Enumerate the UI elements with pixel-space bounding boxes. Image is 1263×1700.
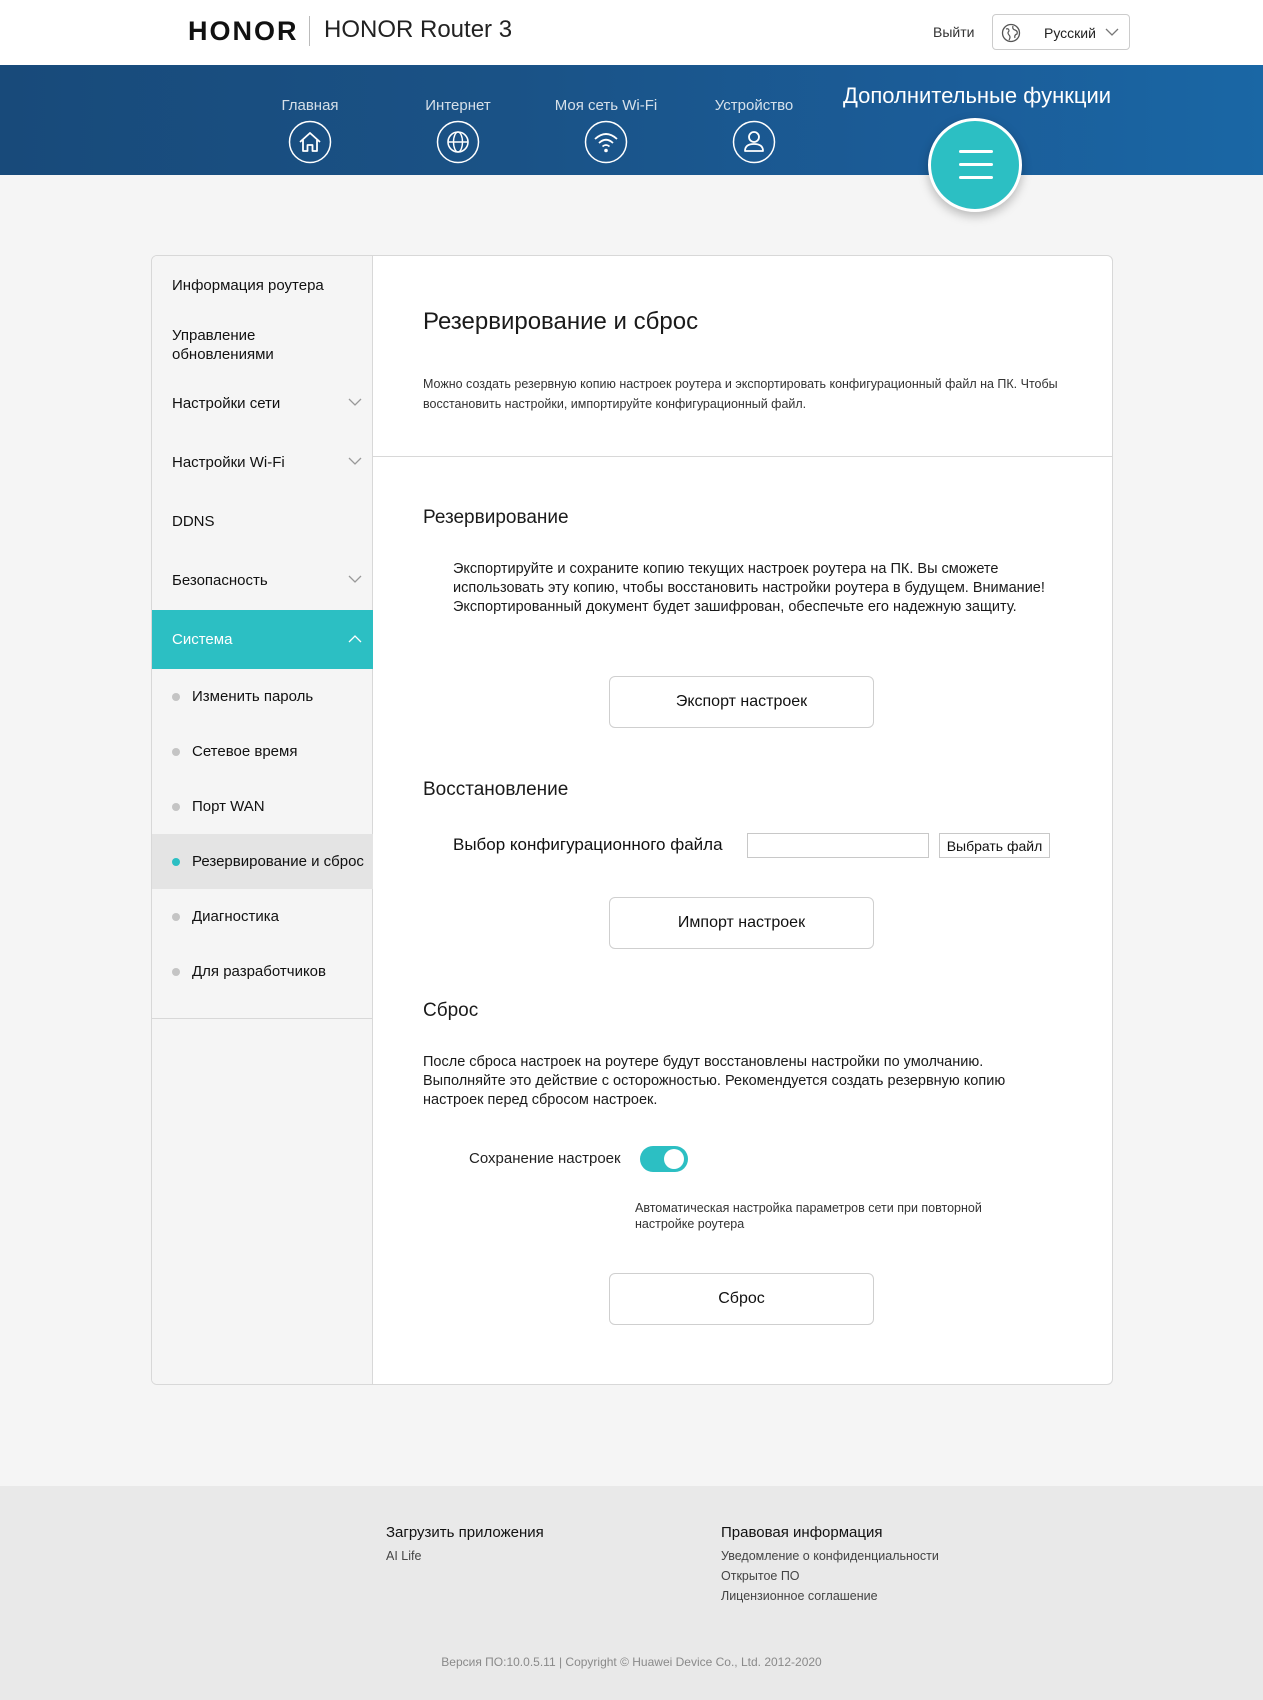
nav-home-label: Главная — [281, 97, 339, 114]
choose-file-button[interactable]: Выбрать файл — [939, 833, 1050, 858]
sidebar-item-label: DDNS — [172, 513, 215, 530]
sidebar-subitem-label: Диагностика — [192, 908, 279, 925]
section-divider — [373, 456, 1113, 457]
sidebar-item-update-management[interactable] — [152, 315, 373, 374]
backup-description: Экспортируйте и сохраните копию текущих настроек роутера на ПК. Вы сможете использовать эту копию, чтобы восстановить настройки роутера в будущем. Внимание! Экспортированный документ будет зашифрован, обеспечьте его надежную защиту. — [453, 561, 1045, 615]
chevron-down-icon — [1105, 27, 1119, 37]
page-title: Резервирование и сброс — [423, 308, 699, 335]
sidebar-subitem-network-time[interactable] — [152, 724, 373, 779]
legal-heading: Правовая информация — [721, 1524, 883, 1541]
sidebar-subitem-change-password[interactable] — [152, 669, 373, 724]
sidebar-item-label: Управление обновлениями — [172, 326, 274, 363]
footer-link-ai-life[interactable]: AI Life — [386, 1549, 422, 1563]
config-file-label: Выбор конфигурационного файла — [453, 835, 723, 854]
product-name: HONOR Router 3 — [324, 16, 513, 43]
nav-internet-label: Интернет — [425, 97, 491, 114]
import-settings-button[interactable]: Импорт настроек — [609, 897, 874, 949]
chevron-down-icon — [348, 575, 362, 584]
sidebar-item-wifi-settings[interactable] — [152, 433, 373, 492]
menu-bar — [959, 176, 993, 179]
bullet-dot — [172, 803, 180, 811]
globe-icon — [436, 120, 480, 164]
brand-logo: HONOR — [188, 16, 299, 46]
top-bar — [0, 0, 1263, 65]
bullet-dot — [172, 913, 180, 921]
sidebar-item-ddns[interactable] — [152, 492, 373, 551]
bullet-dot — [172, 968, 180, 976]
sidebar-subitem-label: Резервирование и сброс — [192, 853, 364, 870]
footer-link-open-source[interactable]: Открытое ПО — [721, 1569, 800, 1583]
chevron-down-icon — [348, 398, 362, 407]
reset-button[interactable]: Сброс — [609, 1273, 874, 1325]
nav-advanced[interactable]: Дополнительные функции — [842, 83, 1112, 108]
sidebar-subitem-developers[interactable] — [152, 944, 373, 999]
logo-divider — [309, 16, 310, 46]
chevron-down-icon — [348, 457, 362, 466]
sidebar-subitem-diagnostics[interactable] — [152, 889, 373, 944]
save-settings-label: Сохранение настроек — [469, 1150, 621, 1167]
sidebar-subitem-label: Изменить пароль — [192, 688, 314, 705]
main-nav — [0, 65, 1263, 175]
home-icon — [288, 120, 332, 164]
page-description: Можно создать резервную копию настроек роутера и экспортировать конфигурационный файл на ПК. Чтобы восстановить настройки, импортируйте конфигурационный файл. — [423, 377, 1058, 411]
bullet-dot — [172, 858, 180, 866]
sidebar — [152, 256, 373, 1385]
nav-device-label: Устройство — [714, 97, 794, 114]
sidebar-item-label: Настройки Wi-Fi — [172, 454, 285, 471]
sidebar-item-label: Настройки сети — [172, 395, 281, 412]
restore-section-title: Восстановление — [423, 779, 569, 800]
bullet-dot — [172, 693, 180, 701]
config-file-field[interactable] — [747, 833, 929, 858]
user-icon — [732, 120, 776, 164]
wifi-icon — [584, 120, 628, 164]
sidebar-item-label: Система — [172, 631, 233, 648]
sidebar-item-router-info[interactable] — [152, 256, 373, 315]
sidebar-subitem-label: Сетевое время — [192, 743, 298, 760]
save-settings-toggle[interactable] — [640, 1146, 688, 1172]
export-settings-button[interactable]: Экспорт настроек — [609, 676, 874, 728]
chevron-up-icon — [348, 634, 362, 643]
nav-wifi[interactable] — [541, 97, 671, 164]
sidebar-subitem-label: Для разработчиков — [192, 963, 326, 980]
sidebar-item-security[interactable] — [152, 551, 373, 610]
backup-section-title: Резервирование — [423, 507, 569, 528]
globe-icon — [1001, 23, 1021, 43]
sidebar-divider — [152, 1018, 373, 1019]
footer-link-privacy[interactable]: Уведомление о конфиденциальности — [721, 1549, 939, 1563]
sidebar-subitem-label: Порт WAN — [192, 798, 265, 815]
save-settings-hint: Автоматическая настройка параметров сети при повторной настройке роутера — [635, 1201, 982, 1231]
sidebar-item-label: Безопасность — [172, 572, 268, 589]
sidebar-item-network-settings[interactable] — [152, 374, 373, 433]
apps-heading: Загрузить приложения — [386, 1524, 544, 1541]
language-label: Русский — [1044, 25, 1096, 41]
copyright-text: Версия ПО:10.0.5.11 | Copyright © Huawei Device Co., Ltd. 2012-2020 — [441, 1655, 822, 1669]
reset-description: После сброса настроек на роутере будут восстановлены настройки по умолчанию. Выполняйте это действие с осторожностью. Рекомендуется создать резервную копию настроек перед сбросом настроек. — [423, 1054, 1006, 1108]
language-select[interactable] — [992, 14, 1130, 50]
menu-bar — [959, 150, 993, 153]
sidebar-item-label: Информация роутера — [172, 277, 324, 294]
nav-internet[interactable] — [393, 97, 523, 164]
reset-section-title: Сброс — [423, 1000, 479, 1021]
footer — [0, 1486, 1263, 1700]
bullet-dot — [172, 748, 180, 756]
content-panel — [373, 256, 1113, 1385]
footer-link-license[interactable]: Лицензионное соглашение — [721, 1589, 878, 1603]
nav-wifi-label: Моя сеть Wi-Fi — [554, 97, 658, 114]
nav-home[interactable] — [245, 97, 375, 164]
settings-card — [151, 255, 1113, 1385]
sidebar-item-system[interactable] — [152, 610, 373, 669]
sidebar-subitem-backup-reset[interactable] — [152, 834, 373, 889]
menu-icon[interactable] — [928, 118, 1022, 212]
menu-bar — [959, 163, 993, 166]
logout-link[interactable]: Выйти — [933, 24, 975, 40]
toggle-knob — [664, 1149, 684, 1169]
sidebar-subitem-wan-port[interactable] — [152, 779, 373, 834]
